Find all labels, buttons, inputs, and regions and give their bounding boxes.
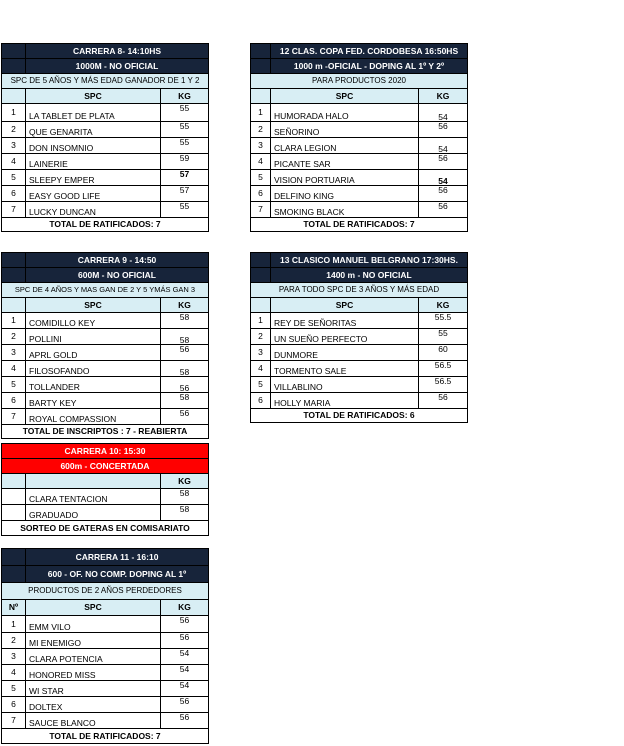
entry-name: FILOSOFANDO (26, 361, 161, 377)
col-spc-header: SPC (271, 89, 419, 104)
entry-name: HUMORADA HALO (271, 104, 419, 122)
entry-name: SAUCE BLANCO (26, 713, 161, 729)
race-subtitle: 1400 m - NO OFICIAL (271, 268, 468, 283)
col-kg-header: KG (161, 474, 209, 489)
race-subtitle: 600M - NO OFICIAL (26, 268, 209, 283)
race-condition: PARA PRODUCTOS 2020 (251, 74, 468, 89)
entry-name: HOLLY MARIA (271, 393, 419, 409)
entry-kg: 55 (161, 202, 209, 218)
entry-kg: 56 (419, 122, 468, 138)
entry-number: 2 (2, 633, 26, 649)
entry-name: TOLLANDER (26, 377, 161, 393)
table-row (2, 616, 209, 633)
table-row (251, 361, 468, 377)
race-title: CARRERA 8- 14:10HS (26, 44, 209, 59)
entry-kg: 58 (161, 361, 209, 377)
entry-kg: 54 (419, 104, 468, 122)
race-subtitle: 600m - CONCERTADA (2, 459, 209, 474)
entry-kg: 58 (161, 489, 209, 505)
entry-number: 6 (2, 697, 26, 713)
entry-number: 1 (2, 313, 26, 329)
race-condition: PRODUCTOS DE 2 AÑOS PERDEDORES (2, 583, 209, 600)
col-kg-header: KG (419, 89, 468, 104)
table-row (2, 361, 209, 377)
col-kg-header: KG (161, 89, 209, 104)
race-total: TOTAL DE INSCRIPTOS : 7 - REABIERTA (2, 425, 209, 439)
table-row (2, 681, 209, 697)
entry-kg: 56 (161, 633, 209, 649)
col-kg-header: KG (161, 600, 209, 616)
entry-number: 3 (2, 138, 26, 154)
table-row (2, 122, 209, 138)
race-total: TOTAL DE RATIFICADOS: 7 (251, 218, 468, 232)
race-title: CARRERA 11 - 16:10 (26, 549, 209, 566)
entry-number: 4 (2, 361, 26, 377)
entry-kg: 57 (161, 186, 209, 202)
entry-kg: 56 (161, 409, 209, 425)
entry-number: 6 (251, 186, 271, 202)
table-row (251, 186, 468, 202)
entry-name: LA TABLET DE PLATA (26, 104, 161, 122)
entry-kg: 58 (161, 393, 209, 409)
entry-number: 5 (2, 170, 26, 186)
entry-name: SLEEPY EMPER (26, 170, 161, 186)
race-subtitle: 1000M - NO OFICIAL (26, 59, 209, 74)
entry-name: UN SUEÑO PERFECTO (271, 329, 419, 345)
race-table-11 (1, 548, 209, 744)
entry-name: GRADUADO (26, 505, 161, 521)
entry-number: 3 (2, 649, 26, 665)
entry-name: PICANTE SAR (271, 154, 419, 170)
entry-name: CLARA POTENCIA (26, 649, 161, 665)
table-row (251, 154, 468, 170)
table-row (2, 633, 209, 649)
table-row (2, 186, 209, 202)
race-title: CARRERA 9 - 14:50 (26, 253, 209, 268)
table-row (2, 202, 209, 218)
entry-name: ROYAL COMPASSION (26, 409, 161, 425)
table-row (2, 329, 209, 345)
race-total: TOTAL DE RATIFICADOS: 7 (2, 729, 209, 744)
table-row (2, 649, 209, 665)
race-condition: PARA TODO SPC DE 3 AÑOS Y MÁS EDAD (251, 283, 468, 298)
entry-name: VISION PORTUARIA (271, 170, 419, 186)
col-spc-header: SPC (26, 89, 161, 104)
table-row (251, 202, 468, 218)
entry-number (2, 489, 26, 505)
entry-kg: 56 (419, 186, 468, 202)
col-num-header (2, 298, 26, 313)
entry-kg: 58 (161, 505, 209, 521)
col-spc-header (26, 474, 161, 489)
entry-kg: 59 (161, 154, 209, 170)
entry-number: 7 (2, 202, 26, 218)
table-row (251, 345, 468, 361)
table-row (251, 393, 468, 409)
entry-name: COMIDILLO KEY (26, 313, 161, 329)
entry-kg: 56 (161, 713, 209, 729)
race-total: SORTEO DE GATERAS EN COMISARIATO (2, 521, 209, 536)
table-row (251, 329, 468, 345)
entry-number: 5 (2, 681, 26, 697)
col-spc-header: SPC (26, 600, 161, 616)
race-table-8 (1, 43, 209, 232)
entry-name: TORMENTO SALE (271, 361, 419, 377)
entry-name: APRL GOLD (26, 345, 161, 361)
entry-name: QUE GENARITA (26, 122, 161, 138)
entry-number: 1 (2, 616, 26, 633)
table-row (2, 505, 209, 521)
entry-kg: 56 (161, 697, 209, 713)
entry-kg: 55 (161, 122, 209, 138)
entry-kg: 55.5 (419, 313, 468, 329)
entry-name: SEÑORINO (271, 122, 419, 138)
entry-number: 6 (251, 393, 271, 409)
race-condition: SPC DE 5 AÑOS Y MÁS EDAD GANADOR DE 1 Y 2 (2, 74, 209, 89)
race-subtitle: 1000 m -OFICIAL - DOPING AL 1º Y 2º (271, 59, 468, 74)
entry-number: 5 (251, 170, 271, 186)
entry-kg: 56 (161, 345, 209, 361)
entry-kg: 58 (161, 313, 209, 329)
entry-number: 4 (2, 665, 26, 681)
entry-name: DUNMORE (271, 345, 419, 361)
entry-name: LUCKY DUNCAN (26, 202, 161, 218)
entry-number: 4 (251, 361, 271, 377)
table-row (2, 489, 209, 505)
col-num-header (2, 89, 26, 104)
entry-kg: 56.5 (419, 377, 468, 393)
entry-name: DELFINO KING (271, 186, 419, 202)
table-row (251, 313, 468, 329)
entry-kg: 56 (419, 202, 468, 218)
entry-name: BARTY KEY (26, 393, 161, 409)
table-row (2, 345, 209, 361)
table-row (2, 713, 209, 729)
race-total: TOTAL DE RATIFICADOS: 7 (2, 218, 209, 232)
entry-name: VILLABLINO (271, 377, 419, 393)
entry-number: 1 (251, 313, 271, 329)
entry-name: REY DE SEÑORITAS (271, 313, 419, 329)
col-num-header (251, 89, 271, 104)
col-spc-header: SPC (26, 298, 161, 313)
entry-number: 2 (2, 122, 26, 138)
entry-kg: 54 (161, 681, 209, 697)
entry-kg: 55 (419, 329, 468, 345)
entry-number: 7 (2, 409, 26, 425)
entry-kg: 54 (161, 665, 209, 681)
entry-kg: 54 (419, 170, 468, 186)
entry-number: 3 (251, 345, 271, 361)
entry-number: 2 (251, 122, 271, 138)
entry-name: SMOKING BLACK (271, 202, 419, 218)
table-row (2, 154, 209, 170)
col-num-header (2, 474, 26, 489)
entry-number (2, 505, 26, 521)
table-row (2, 409, 209, 425)
entry-name: POLLINI (26, 329, 161, 345)
entry-number: 5 (2, 377, 26, 393)
race-title: 12 CLAS. COPA FED. CORDOBESA 16:50HS (271, 44, 468, 59)
table-row (251, 377, 468, 393)
col-kg-header: KG (419, 298, 468, 313)
entry-number: 1 (251, 104, 271, 122)
col-num-header: Nº (2, 600, 26, 616)
entry-name: WI STAR (26, 681, 161, 697)
entry-number: 7 (2, 713, 26, 729)
table-row (2, 138, 209, 154)
entry-number: 5 (251, 377, 271, 393)
race-title: CARRERA 10: 15:30 (2, 444, 209, 459)
col-spc-header: SPC (271, 298, 419, 313)
race-table-10 (1, 443, 209, 536)
entry-kg: 54 (419, 138, 468, 154)
entry-number: 4 (2, 154, 26, 170)
entry-kg: 56 (161, 377, 209, 393)
entry-number: 6 (2, 186, 26, 202)
table-row (2, 665, 209, 681)
race-table-12 (250, 43, 468, 232)
table-row (2, 170, 209, 186)
race-subtitle: 600 - OF. NO COMP. DOPING AL 1º (26, 566, 209, 583)
entry-number: 1 (2, 104, 26, 122)
entry-kg: 58 (161, 329, 209, 345)
entry-name: CLARA TENTACION (26, 489, 161, 505)
table-row (251, 122, 468, 138)
col-kg-header: KG (161, 298, 209, 313)
entry-name: DON INSOMNIO (26, 138, 161, 154)
entry-number: 2 (251, 329, 271, 345)
entry-kg: 56 (419, 154, 468, 170)
entry-name: MI ENEMIGO (26, 633, 161, 649)
entry-kg: 56 (419, 393, 468, 409)
table-row (2, 104, 209, 122)
entry-number: 3 (2, 345, 26, 361)
race-title: 13 CLASICO MANUEL BELGRANO 17:30HS. (271, 253, 468, 268)
table-row (2, 377, 209, 393)
race-condition: SPC DE 4 AÑOS Y MAS GAN DE 2 Y 5 YMÁS GAN 3 (2, 283, 209, 298)
race-table-13 (250, 252, 468, 423)
entry-name: HONORED MISS (26, 665, 161, 681)
entry-number: 6 (2, 393, 26, 409)
entry-name: EMM VILO (26, 616, 161, 633)
race-total: TOTAL DE RATIFICADOS: 6 (251, 409, 468, 423)
entry-kg: 55 (161, 138, 209, 154)
entry-kg: 56 (161, 616, 209, 633)
entry-name: DOLTEX (26, 697, 161, 713)
entry-number: 3 (251, 138, 271, 154)
race-table-9 (1, 252, 209, 439)
table-row (251, 104, 468, 122)
entry-name: EASY GOOD LIFE (26, 186, 161, 202)
entry-kg: 55 (161, 104, 209, 122)
table-row (251, 138, 468, 154)
entry-number: 2 (2, 329, 26, 345)
entry-kg: 57 (161, 170, 209, 186)
entry-kg: 60 (419, 345, 468, 361)
entry-number: 4 (251, 154, 271, 170)
table-row (2, 697, 209, 713)
entry-name: LAINERIE (26, 154, 161, 170)
col-num-header (251, 298, 271, 313)
table-row (251, 170, 468, 186)
entry-kg: 54 (161, 649, 209, 665)
table-row (2, 313, 209, 329)
entry-number: 7 (251, 202, 271, 218)
entry-kg: 56.5 (419, 361, 468, 377)
entry-name: CLARA LEGION (271, 138, 419, 154)
table-row (2, 393, 209, 409)
